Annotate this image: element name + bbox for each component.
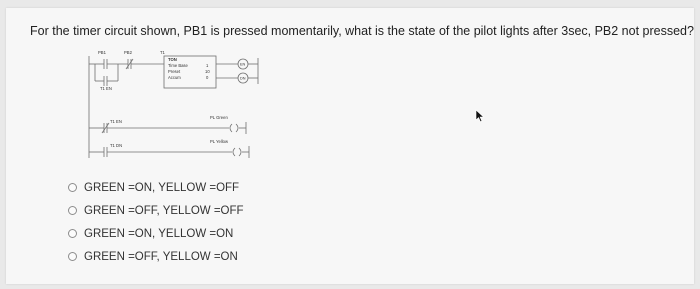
option-4[interactable] [68,245,244,268]
question-text: For the timer circuit shown, PB1 is pressed momentarily, what is the state of the pilot lights after 3sec, PB2 not pressed? [30,24,694,38]
radio-option-2[interactable] [68,206,77,215]
en-coil-label: EN [240,62,246,67]
option-1-label: GREEN =ON, YELLOW =OFF [84,181,240,194]
accum-label: Accum [168,75,181,80]
time-base-value: 1 [206,63,209,68]
ladder-diagram [86,46,276,171]
t1-label: T1 [160,50,165,55]
question-card [6,8,694,284]
option-2[interactable] [68,199,244,222]
timer-type: TON [168,57,177,62]
t1-en-rung2-label: T1 EN [110,119,122,124]
t1-en-branch-label: T1 EN [100,86,112,91]
preset-value: 10 [205,69,210,74]
time-base-label: Time Base [168,63,188,68]
pb2-label: PB2 [124,50,132,55]
radio-option-3[interactable] [68,229,77,238]
radio-option-4[interactable] [68,252,77,261]
dn-coil-label: DN [240,76,246,81]
option-3-label: GREEN =ON, YELLOW =ON [84,227,234,240]
pb1-label: PB1 [98,50,106,55]
radio-option-1[interactable] [68,183,77,192]
t1-dn-rung3-label: T1 DN [110,143,123,148]
option-2-label: GREEN =OFF, YELLOW =OFF [84,204,244,217]
option-1[interactable] [68,176,244,199]
mouse-pointer-icon [475,109,485,123]
green-light-label: PL Green [210,115,228,120]
accum-value: 0 [206,75,209,80]
option-3[interactable] [68,222,244,245]
option-4-label: GREEN =OFF, YELLOW =ON [84,250,238,263]
yellow-light-label: PL Yellow [210,139,229,144]
preset-label: Preset [168,69,181,74]
answer-options [68,176,244,268]
